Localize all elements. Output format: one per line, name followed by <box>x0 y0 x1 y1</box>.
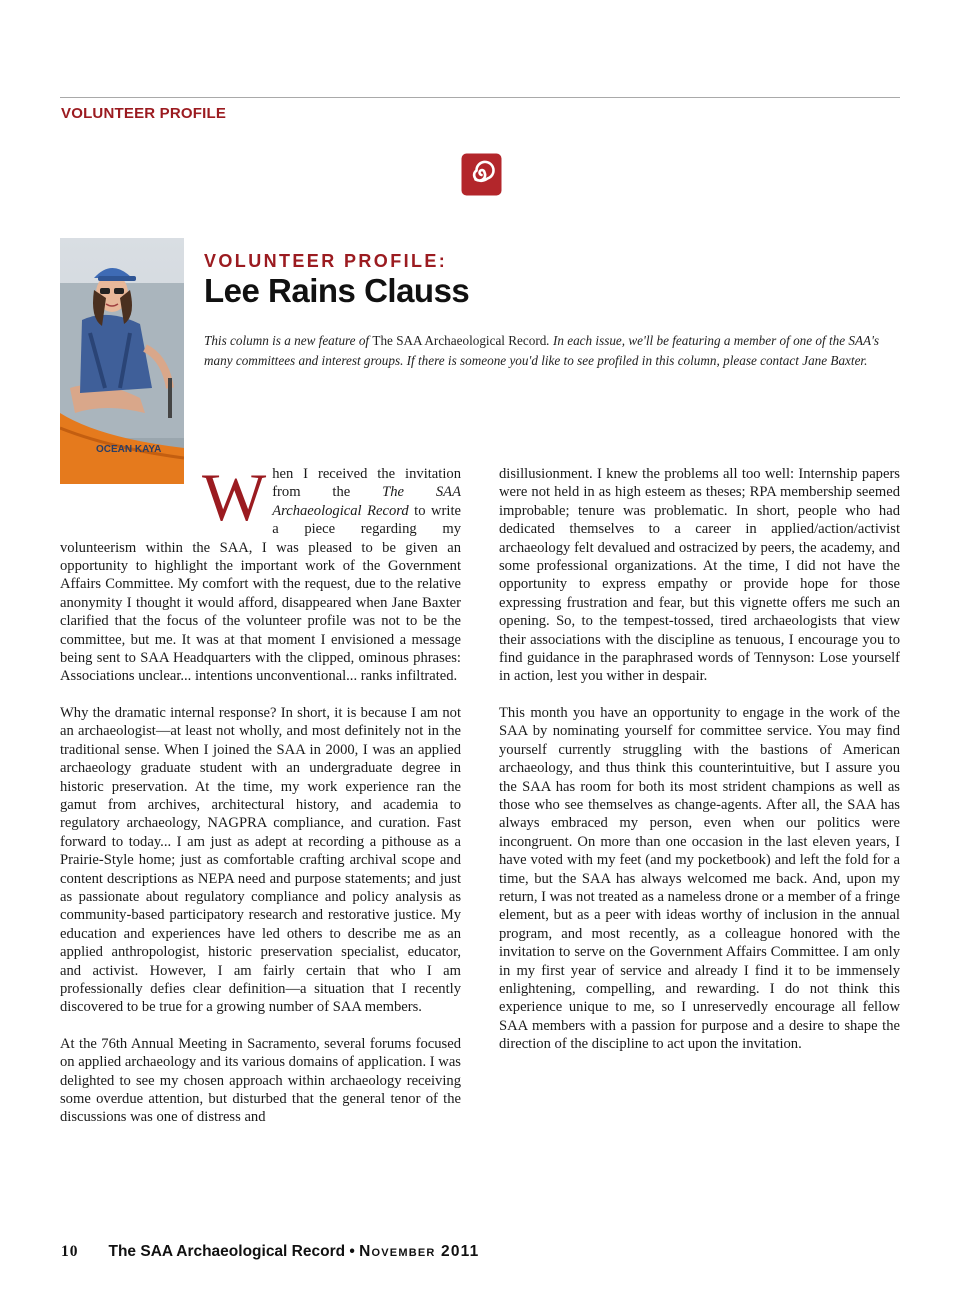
paragraph-4: disillusionment. I knew the problems all too well: Internship papers were not held in as high esteem as theses; RPA membership seemed improbable; tenure was problematic. In short, people who had dedicated themselves to a career in applied/action/activist archaeology felt devalued and ostracized by peers, the academy, and some professional organizations. At the time, I did not have the opportunity to express empathy or provide hope for those expressing frustration and fear, but this vignette offers me such an opening. So, to the tempest-tossed, tired archaeologists that view their associations with the discipline as tenuous, I encourage you to find guidance in the paraphrased words of Tennyson: Lose yourself in action, lest you wither in despair. <box>499 466 900 685</box>
footer-separator: • <box>345 1243 360 1260</box>
paragraph-5: This month you have an opportunity to engage in the work of the SAA by nominating yourself for committee service. You may find yourself currently struggling with the bastions of American archaeology, and thus think this counterintuitive, but I assure you the SAA has room for both its most strident champions as well as those who see themselves as change-agents. After all, the SAA has always embraced my person, even when our politics were incongruent. On more than one occasion in the last eleven years, I have voted with my feet (and my pocketbook) and left the fold for a time, but the SAA has always welcomed me back. And, upon my return, I was not treated as a nameless drone or a member of a fringe element, but as a peer with ideas worthy of inclusion in the annual program, and most recently, as a colleague honored with the invitation to serve on the Government Affairs Committee. I am only in my first year of service and already I find it to be immensely enlightening, compelling, and rewarding. I do not think this experience unique to me, so I unreservedly encourage all fellow SAA members with a passion for purpose and a desire to shape the direction of the discipline to act upon the invitation. <box>499 704 900 1053</box>
kayak-lettering: OCEAN KAYA <box>96 444 162 455</box>
saa-spiral-logo <box>461 153 502 196</box>
paragraph-3: At the 76th Annual Meeting in Sacramento, several forums focused on applied archaeology and its various domains of application. I was delighted to see my chosen approach within archaeology receiving some overdue attention, but disturbed that the general tenor of the discussions was one of distress and <box>60 1035 461 1126</box>
header-rule <box>60 97 900 98</box>
footer-publication: The SAA Archaeological Record <box>108 1243 346 1260</box>
paragraph-1-publication: The SAA Archaeological Record <box>272 484 461 519</box>
column-left <box>60 459 461 1145</box>
section-label: VOLUNTEER PROFILE <box>61 105 227 122</box>
column-right <box>499 465 900 1072</box>
article-title: Lee Rains Clauss <box>204 272 470 309</box>
article-kicker: VOLUNTEER PROFILE: <box>204 251 448 271</box>
paragraph-1-text-b: to write a piece regarding my volunteerism within the SAA, I was pleased to be given an opportunity to highlight the important work of the Government Affairs Committee. My comfort with the request, due to the relative anonymity I thought it would afford, disappeared when Jane Baxter clarified that the focus of the volunteer profile was not to be the committee, but me. It was at that moment I envisioned a message being sent to SAA Headquarters with the clipped, ominous phrases: Associations unclear... intentions unconventional... ranks infiltrated. <box>60 502 461 685</box>
intro-publication: The SAA Archaeological Record <box>372 333 547 348</box>
intro-text-1: This column is a new feature of <box>204 333 373 348</box>
page-footer <box>61 1243 479 1261</box>
paragraph-2: Why the dramatic internal response? In short, it is because I am not an archaeologist—at least not wholly, and most definitely not in the traditional sense. When I joined the SAA in 2000, I was an applied archaeology graduate student with an undergraduate degree in historic preservation. At the time, my work experience ran the gamut from archives, architectural history, and academia to regulatory archaeology, NAGPRA compliance, and curation. Fast forward to today... I am just as adept at recording a pithouse as a Prairie-Style home; just as comfortable crafting archival scope and content descriptions as NEPA need and purpose statements; and just as passionate about regulatory compliance and policy analysis as community-based participatory research and restorative justice. My education and experiences have led others to describe me as an applied anthropologist, historic preservation specialist, educator, and activist. However, I am fairly certain that who I am professionally defies clear definition—a situation that I recently discovered to be true for a growing number of SAA members. <box>60 704 461 1016</box>
footer-issue: November 2011 <box>359 1243 480 1260</box>
intro-text-2: . In each issue, we'll be featuring a member of one of the SAA's many committees and interest groups. If there is someone you'd like to see profiled in this column, please contact Jane Baxter. <box>204 333 880 368</box>
paragraph-1-text-a: hen I received the invitation from the <box>272 466 461 501</box>
drop-cap: W <box>202 459 267 535</box>
page-number: 10 <box>61 1243 79 1260</box>
article-intro <box>204 331 904 371</box>
profile-photo <box>60 238 184 484</box>
paragraph-1 <box>60 459 461 686</box>
